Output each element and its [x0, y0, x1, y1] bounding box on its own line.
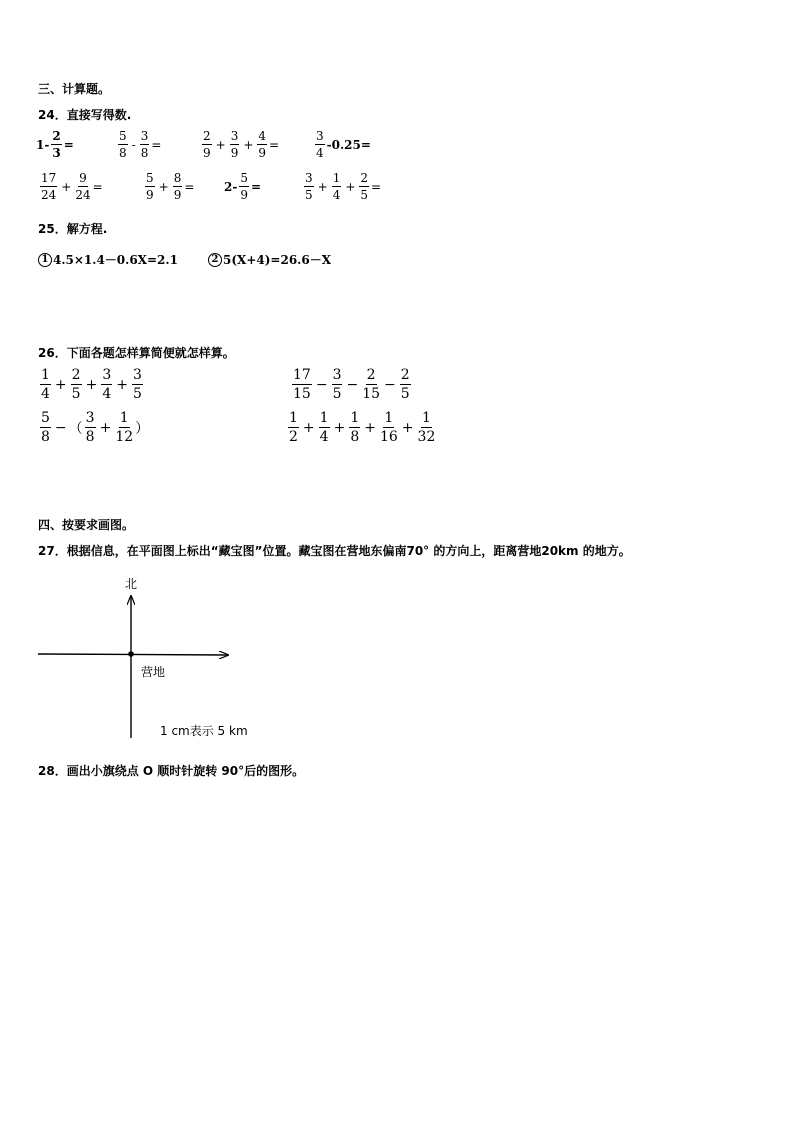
denominator: 15: [293, 386, 311, 402]
operator: +: [54, 376, 67, 393]
denominator: 24: [41, 188, 57, 202]
fraction: [257, 130, 267, 159]
text: =: [184, 179, 195, 194]
denominator: 9: [173, 188, 182, 202]
fraction: [315, 130, 325, 159]
denominator: 2: [289, 429, 298, 445]
operator: -: [131, 137, 136, 152]
operator: −: [384, 376, 396, 393]
denominator: 5: [71, 386, 81, 402]
numerator: 2: [52, 129, 61, 143]
numerator: 17: [41, 171, 57, 185]
equation-2: [208, 251, 331, 268]
q24-item-3: [200, 130, 279, 159]
numerator: 1: [289, 410, 298, 426]
numerator: 2: [203, 129, 211, 143]
text: =: [63, 137, 74, 152]
fraction: [51, 130, 61, 159]
fraction: [319, 411, 330, 444]
numerator: 2: [400, 367, 410, 383]
numerator: 1: [41, 367, 50, 383]
operator: +: [116, 376, 128, 393]
operator: +: [215, 137, 226, 152]
operator: +: [333, 419, 346, 436]
fraction: [75, 172, 90, 201]
fraction: [202, 130, 212, 159]
text: 2-: [224, 179, 238, 194]
q24-item-5: [38, 172, 103, 201]
text: =: [92, 179, 103, 194]
denominator: 8: [350, 429, 360, 445]
denominator: 4: [332, 188, 341, 202]
text: 1-: [36, 137, 50, 152]
q24-item-1: [36, 130, 74, 159]
q26-expression-1: [38, 368, 145, 401]
question-24-title: 24．直接写得数.: [38, 108, 132, 122]
direction-diagram: [30, 570, 250, 745]
denominator: 9: [230, 146, 239, 160]
north-label: 北: [125, 577, 138, 591]
numerator: 2: [366, 367, 376, 383]
numerator: 3: [132, 367, 142, 383]
scale-label: 1 cm表示 5 km: [160, 724, 248, 738]
denominator: 4: [102, 386, 112, 402]
fraction: [304, 172, 314, 201]
denominator: 3: [52, 146, 61, 160]
camp-point: [128, 651, 134, 657]
fraction: [359, 172, 369, 201]
question-27-title: 27．根据信息，在平面图上标出“藏宝图”位置。藏宝图在营地东偏南70° 的方向上，距离营地20km 的地方。: [38, 544, 631, 558]
fraction: [230, 130, 240, 159]
denominator: 12: [115, 429, 134, 445]
fraction: [118, 130, 128, 159]
text: =: [250, 179, 262, 194]
fraction: [145, 172, 155, 201]
operator: −: [346, 376, 359, 393]
numerator: 1: [332, 171, 341, 185]
fraction: [40, 411, 51, 444]
numerator: 1: [319, 410, 329, 426]
denominator: 9: [203, 146, 211, 160]
denominator: 5: [305, 188, 313, 202]
q26-expression-3: [38, 411, 149, 444]
numerator: 17: [293, 367, 311, 383]
denominator: 5: [132, 386, 142, 402]
equation-text: 5(X+4)=26.6－X: [223, 253, 332, 267]
question-28-title: 28．画出小旗绕点 O 顺时针旋转 90°后的图形。: [38, 764, 305, 778]
denominator: 8: [85, 429, 95, 445]
numerator: 5: [41, 410, 50, 426]
fraction: [362, 368, 380, 401]
operator: +: [85, 376, 98, 393]
fraction: [85, 411, 96, 444]
text: =: [269, 137, 280, 152]
numerator: 5: [240, 171, 248, 185]
numerator: 3: [102, 367, 112, 383]
numerator: 3: [316, 129, 324, 143]
numerator: 3: [140, 129, 149, 143]
numerator: 1: [384, 410, 394, 426]
fraction: [292, 368, 312, 401]
fraction: [40, 172, 57, 201]
numerator: 3: [230, 129, 239, 143]
q26-expression-4: [286, 411, 437, 444]
question-26-title: 26．下面各题怎样算简便就怎样算。: [38, 346, 235, 360]
operator: +: [345, 179, 356, 194]
numerator: 2: [71, 367, 81, 383]
section-title: 三、计算题。: [38, 82, 111, 96]
denominator: 32: [417, 429, 436, 445]
numerator: 5: [146, 171, 154, 185]
denominator: 8: [41, 429, 50, 445]
denominator: 15: [362, 386, 381, 402]
q24-item-2: [116, 130, 161, 159]
fraction: [332, 172, 342, 201]
section-title: 四、按要求画图。: [38, 518, 135, 532]
operator: +: [243, 137, 254, 152]
numerator: 1: [421, 410, 431, 426]
denominator: 5: [400, 386, 410, 402]
fraction: [400, 368, 411, 401]
numerator: 2: [360, 171, 369, 185]
operator: +: [158, 179, 169, 194]
numerator: 5: [119, 129, 127, 143]
operator: +: [317, 179, 328, 194]
fraction: [380, 411, 398, 444]
operator: +: [99, 419, 112, 436]
fraction: [332, 368, 343, 401]
fraction: [71, 368, 82, 401]
text: =: [371, 179, 382, 194]
circled-number-1: 1: [38, 253, 52, 267]
fraction: [288, 411, 299, 444]
numerator: 3: [85, 410, 95, 426]
fraction: [173, 172, 183, 201]
q26-expression-2: [290, 368, 413, 401]
denominator: 9: [146, 188, 154, 202]
denominator: 4: [41, 386, 50, 402]
fraction: [349, 411, 360, 444]
numerator: 4: [258, 129, 267, 143]
text: -0.25=: [326, 137, 371, 152]
equation-text: 4.5×1.4－0.6X=2.1: [53, 253, 178, 267]
denominator: 5: [332, 386, 342, 402]
numerator: 3: [305, 171, 313, 185]
numerator: 3: [332, 367, 342, 383]
q24-item-6: [143, 172, 194, 201]
q24-item-7: [224, 172, 261, 201]
fraction: [40, 368, 51, 401]
camp-label: 营地: [141, 665, 166, 679]
text: =: [151, 137, 162, 152]
denominator: 5: [360, 188, 369, 202]
operator: +: [61, 179, 72, 194]
q24-item-8: [302, 172, 381, 201]
operator: −: [54, 419, 67, 436]
numerator: 8: [173, 171, 182, 185]
right-paren: ）: [135, 420, 150, 437]
circled-number-2: 2: [208, 253, 222, 267]
denominator: 4: [316, 146, 324, 160]
numerator: 1: [350, 410, 360, 426]
denominator: 16: [379, 429, 398, 445]
operator: −: [315, 376, 328, 393]
numerator: 1: [119, 410, 129, 426]
fraction: [101, 368, 112, 401]
question-25-title: 25．解方程.: [38, 222, 108, 236]
fraction: [239, 172, 249, 201]
q24-item-4: [313, 130, 371, 159]
numerator: 9: [79, 171, 87, 185]
equation-1: [38, 251, 178, 268]
operator: +: [364, 419, 376, 436]
operator: +: [302, 419, 315, 436]
fraction: [115, 411, 133, 444]
fraction: [140, 130, 150, 159]
left-paren: （: [68, 420, 83, 437]
operator: +: [401, 419, 414, 436]
denominator: 8: [140, 146, 149, 160]
denominator: 9: [258, 146, 267, 160]
fraction: [418, 411, 436, 444]
denominator: 8: [119, 146, 127, 160]
denominator: 9: [240, 188, 248, 202]
denominator: 4: [319, 429, 329, 445]
denominator: 24: [75, 188, 91, 202]
fraction: [132, 368, 143, 401]
